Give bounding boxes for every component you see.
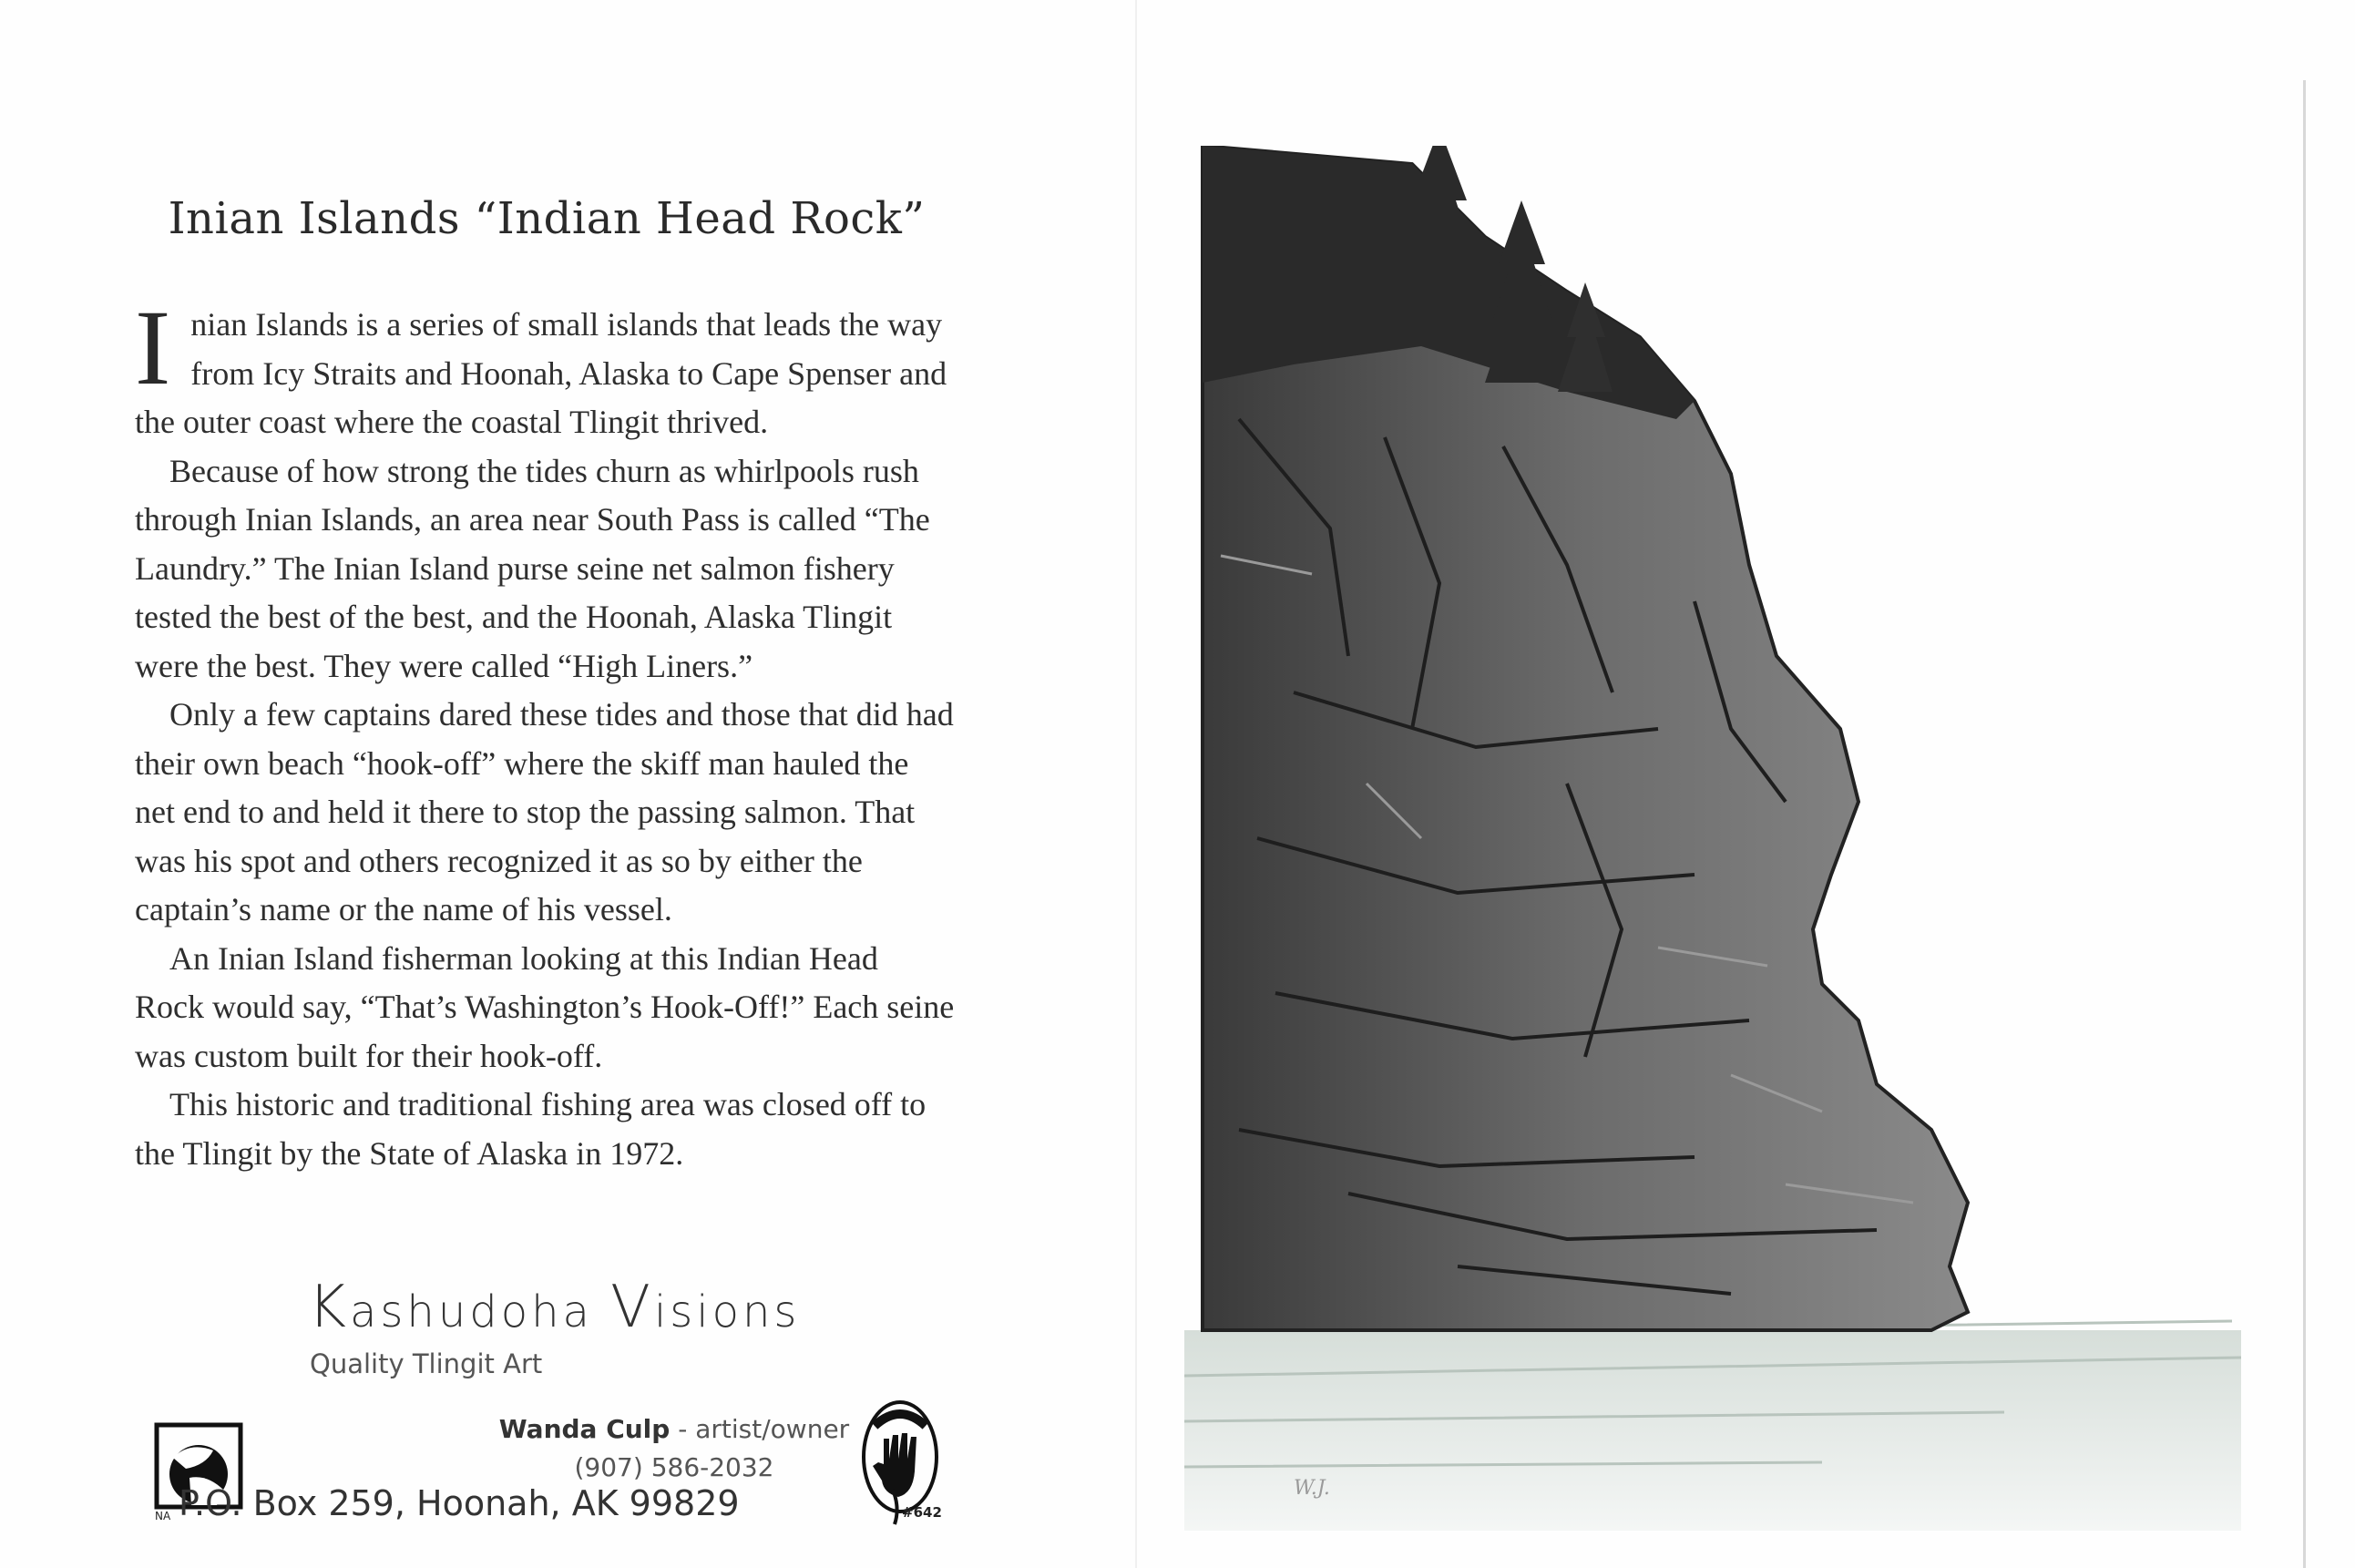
badge-number: #642 [902,1504,942,1521]
page-title: Inian Islands “Indian Head Rock” [168,193,926,244]
paragraph-4: An Inian Island fisherman looking at this Indian Head Rock would say, “That’s Washington’s Hook-Off!” Each seine was custom built for their hook-off. [135,939,955,1074]
card-fold [1135,0,1137,1568]
brand-name: Kashudoha Visions [308,1274,801,1341]
paragraph-2: Because of how strong the tides churn as whirlpools rush through Inian Islands, an area near South Pass is called “The Laundry.” The Inian Island purse seine net salmon fishery tested the best of the best, and the Hoonah, Alaska Tlingit were the best. They were called “High Liners.” [135,452,930,684]
paragraph-1-text: nian Islands is a series of small islands that leads the way from Icy Straits and Hoonah, Alaska to Cape Spenser and the outer coast where the coastal Tlingit thrived. [135,306,947,440]
paragraph-1 [135,288,955,447]
paragraph-5: This historic and traditional fishing area was closed off to the Tlingit by the State of Alaska in 1972. [135,1086,927,1172]
artist-name: Wanda Culp [498,1414,671,1444]
drop-cap: I [135,288,171,407]
phone-number: (907) 586-2032 [574,1452,774,1482]
paragraph-3: Only a few captains dared these tides and those that did had their own beach “hook-off” where the skiff man hauled the net end to and held it there to stop the passing salmon. That was his spot and others recognized it as so by either the captain’s name or the name of his vessel. [135,696,954,927]
card-edge [2303,80,2306,1568]
story-text [135,288,955,1178]
text-panel [0,0,1139,1568]
svg-text:W.J.: W.J. [1294,1477,1330,1500]
mailing-address: P.O. Box 259, Hoonah, AK 99829 [179,1483,740,1523]
indian-head-rock-drawing [1184,146,2241,1531]
brand-tagline: Quality Tlingit Art [310,1348,543,1379]
artist-role: - artist/owner [670,1414,850,1444]
svg-text:NA: NA [155,1510,171,1522]
